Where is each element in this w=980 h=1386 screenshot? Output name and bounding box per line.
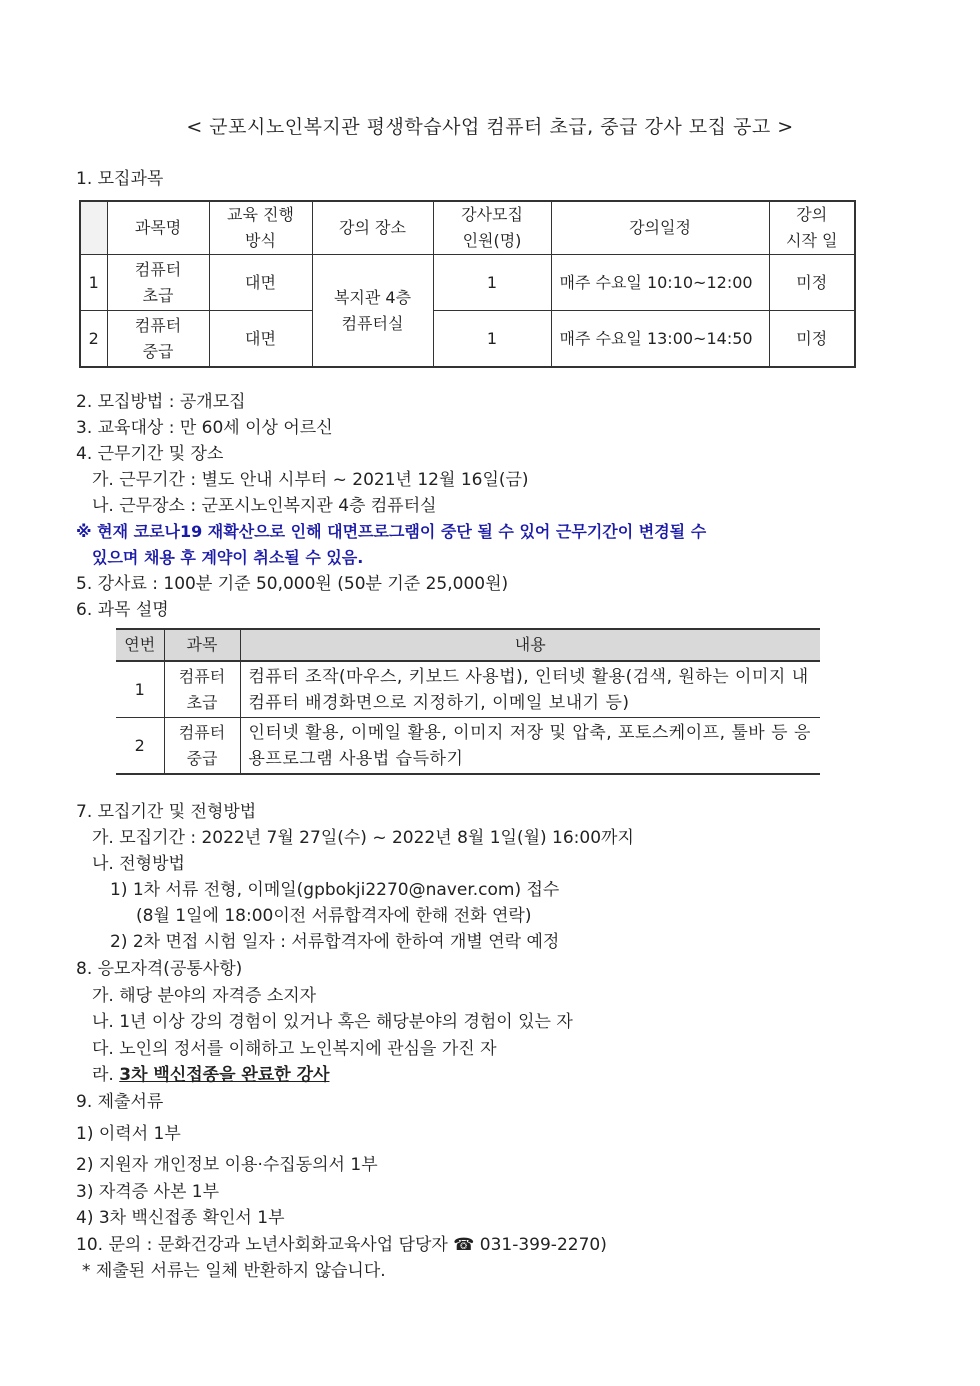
section-8-item-c: 다. 노인의 정서를 이해하고 노인복지에 관심을 가진 자 bbox=[92, 1039, 497, 1059]
section-8-item-d-prefix: 라. bbox=[92, 1065, 120, 1085]
section-7-step-1-note: (8월 1일에 18:00이전 서류합격자에 한해 전화 연락) bbox=[136, 906, 532, 926]
row-place: 복지관 4층 컴퓨터실 bbox=[312, 255, 433, 368]
section-7-step-2: 2) 2차 면접 시험 일자 : 서류합격자에 한하여 개별 연락 예정 bbox=[110, 932, 560, 952]
row-method: 대면 bbox=[209, 311, 312, 368]
header-cell-content: 내용 bbox=[240, 629, 820, 661]
footnote: * 제출된 서류는 일체 반환하지 않습니다. bbox=[82, 1261, 386, 1281]
header-cell-place: 강의 장소 bbox=[312, 201, 433, 255]
section-7-period: 가. 모집기간 : 2022년 7월 27일(수) ~ 2022년 8월 1일(월) 16:00까지 bbox=[92, 828, 634, 848]
section-6-heading: 6. 과목 설명 bbox=[76, 600, 169, 620]
section-8-heading: 8. 응모자격(공통사항) bbox=[76, 959, 243, 979]
section-8-item-b: 나. 1년 이상 강의 경험이 있거나 혹은 해당분야의 경험이 있는 자 bbox=[92, 1012, 573, 1032]
recruitment-subjects-table bbox=[79, 200, 856, 368]
table-row bbox=[116, 718, 820, 775]
table-header-row bbox=[80, 201, 855, 255]
section-7-step-1: 1) 1차 서류 전형, 이메일(gpbokji2270@naver.com) 접수 bbox=[110, 880, 560, 900]
row-subject: 컴퓨터 중급 bbox=[107, 311, 209, 368]
section-4-period: 가. 근무기간 : 별도 안내 시부터 ~ 2021년 12월 16일(금) bbox=[92, 470, 529, 490]
row-subject: 컴퓨터 초급 bbox=[164, 661, 240, 718]
row-schedule: 매주 수요일 10:10~12:00 bbox=[551, 255, 769, 311]
row-number: 1 bbox=[116, 661, 164, 718]
header-cell-start: 강의 시작 일 bbox=[769, 201, 855, 255]
row-content: 컴퓨터 조작(마우스, 키보드 사용법), 인터넷 활용(검색, 원하는 이미지 내 컴퓨터 배경화면으로 지정하기, 이메일 보내기 등) bbox=[240, 661, 820, 718]
row-count: 1 bbox=[433, 311, 551, 368]
page-title: < 군포시노인복지관 평생학습사업 컴퓨터 초급, 중급 강사 모집 공고 > bbox=[186, 116, 794, 138]
row-content: 인터넷 활용, 이메일 활용, 이미지 저장 및 압축, 포토스케이프, 툴바 등 응용프로그램 사용법 습득하기 bbox=[240, 718, 820, 775]
section-8-item-a: 가. 해당 분야의 자격증 소지자 bbox=[92, 986, 317, 1006]
row-number: 2 bbox=[80, 311, 107, 368]
row-schedule: 매주 수요일 13:00~14:50 bbox=[551, 311, 769, 368]
table-row bbox=[116, 661, 820, 718]
section-2-method: 2. 모집방법 : 공개모집 bbox=[76, 392, 246, 412]
covid-notice-line-1: ※ 현재 코로나19 재확산으로 인해 대면프로그램이 중단 될 수 있어 근무기간이 변경될 수 bbox=[76, 522, 707, 541]
section-8-item-d bbox=[92, 1064, 329, 1086]
header-cell-method: 교육 진행 방식 bbox=[209, 201, 312, 255]
section-9-heading: 9. 제출서류 bbox=[76, 1092, 164, 1112]
header-cell-blank bbox=[80, 201, 107, 255]
document-item-3: 3) 자격증 사본 1부 bbox=[76, 1182, 220, 1202]
section-3-target: 3. 교육대상 : 만 60세 이상 어르신 bbox=[76, 418, 333, 438]
section-4-heading: 4. 근무기간 및 장소 bbox=[76, 444, 224, 464]
row-number: 1 bbox=[80, 255, 107, 311]
row-subject: 컴퓨터 중급 bbox=[164, 718, 240, 775]
row-subject: 컴퓨터 초급 bbox=[107, 255, 209, 311]
course-description-table bbox=[116, 628, 820, 775]
section-5-fee: 5. 강사료 : 100분 기준 50,000원 (50분 기준 25,000원) bbox=[76, 574, 509, 594]
header-cell-no: 연번 bbox=[116, 629, 164, 661]
header-cell-subject: 과목명 bbox=[107, 201, 209, 255]
header-cell-schedule: 강의일정 bbox=[551, 201, 769, 255]
document-item-2: 2) 지원자 개인정보 이용·수집동의서 1부 bbox=[76, 1155, 378, 1175]
row-number: 2 bbox=[116, 718, 164, 775]
section-7-selection-heading: 나. 전형방법 bbox=[92, 854, 185, 874]
table-row bbox=[80, 311, 855, 368]
section-4-place: 나. 근무장소 : 군포시노인복지관 4층 컴퓨터실 bbox=[92, 496, 437, 516]
table-header-row bbox=[116, 629, 820, 661]
header-cell-count: 강사모집 인원(명) bbox=[433, 201, 551, 255]
section-10-contact: 10. 문의 : 문화건강과 노년사회화교육사업 담당자 ☎ 031-399-2270) bbox=[76, 1235, 607, 1255]
vaccine-requirement: 3차 백신접종을 완료한 강사 bbox=[119, 1065, 330, 1085]
section-7-heading: 7. 모집기간 및 전형방법 bbox=[76, 802, 257, 822]
row-count: 1 bbox=[433, 255, 551, 311]
document-item-4: 4) 3차 백신접종 확인서 1부 bbox=[76, 1208, 285, 1228]
row-start: 미정 bbox=[769, 255, 855, 311]
row-start: 미정 bbox=[769, 311, 855, 368]
row-method: 대면 bbox=[209, 255, 312, 311]
header-cell-subject: 과목 bbox=[164, 629, 240, 661]
document-item-1: 1) 이력서 1부 bbox=[76, 1124, 181, 1144]
covid-notice-line-2: 있으며 채용 후 계약이 취소될 수 있음. bbox=[92, 548, 364, 567]
section-1-heading: 1. 모집과목 bbox=[76, 169, 164, 189]
table-row bbox=[80, 255, 855, 311]
